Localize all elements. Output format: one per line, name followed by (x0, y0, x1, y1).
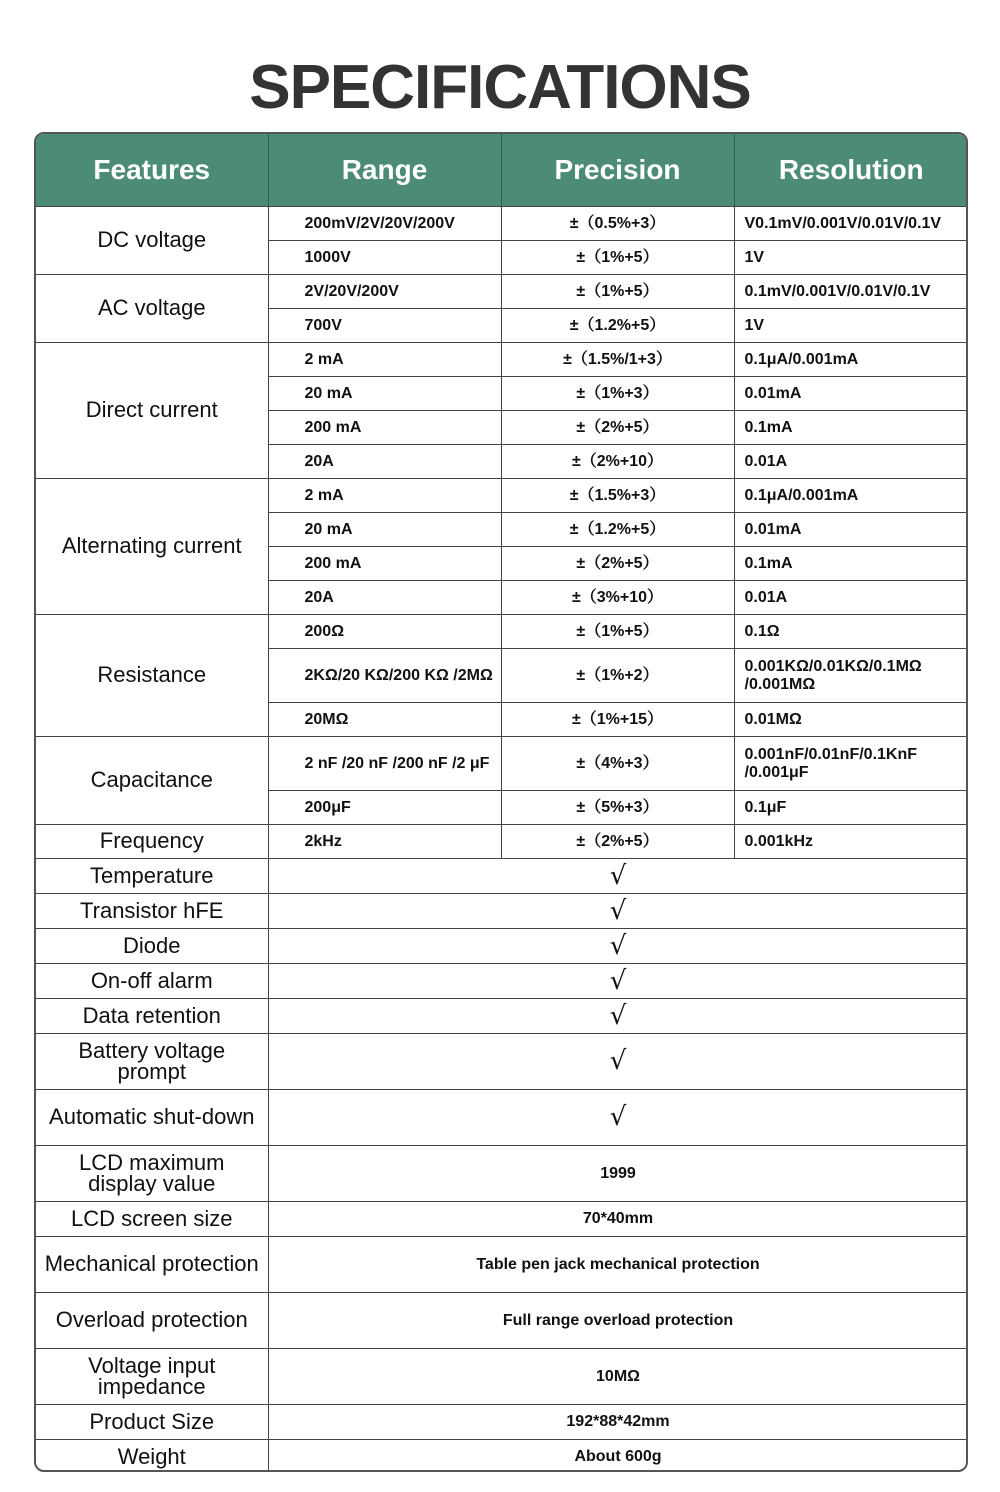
feature-cell: Weight (36, 1440, 268, 1473)
feature-cell: Data retention (36, 999, 268, 1034)
feature-cell: Temperature (36, 859, 268, 894)
range-cell: 200Ω (268, 615, 501, 649)
precision-cell: ±（2%+5） (501, 411, 734, 445)
precision-cell: ±（4%+3） (501, 737, 734, 791)
table-row (36, 1034, 968, 1090)
value-cell: Table pen jack mechanical protection (268, 1237, 968, 1293)
resolution-cell: 0.1μF (734, 791, 968, 825)
feature-cell: Product Size (36, 1405, 268, 1440)
range-cell: 20A (268, 445, 501, 479)
feature-cell: Direct current (36, 343, 268, 479)
table-row (36, 894, 968, 929)
table-row (36, 1090, 968, 1146)
feature-cell: Battery voltage prompt (36, 1034, 268, 1090)
spec-table-container (34, 132, 968, 1472)
precision-cell: ±（0.5%+3） (501, 207, 734, 241)
check-mark-cell: √ (268, 964, 968, 999)
feature-cell: On-off alarm (36, 964, 268, 999)
resolution-cell: 1V (734, 309, 968, 343)
value-cell: About 600g (268, 1440, 968, 1473)
resolution-cell: V0.1mV/0.001V/0.01V/0.1V (734, 207, 968, 241)
resolution-cell: 0.01A (734, 445, 968, 479)
range-cell: 200mV/2V/20V/200V (268, 207, 501, 241)
precision-cell: ±（1%+15） (501, 703, 734, 737)
table-row (36, 825, 968, 859)
resolution-cell: 0.1mA (734, 411, 968, 445)
resolution-cell: 0.001nF/0.01nF/0.1KnF /0.001μF (734, 737, 968, 791)
range-cell: 2 mA (268, 343, 501, 377)
table-row (36, 1293, 968, 1349)
feature-cell: LCD screen size (36, 1202, 268, 1237)
check-mark-cell: √ (268, 894, 968, 929)
resolution-cell: 0.01MΩ (734, 703, 968, 737)
table-row (36, 859, 968, 894)
precision-cell: ±（5%+3） (501, 791, 734, 825)
precision-cell: ±（1.2%+5） (501, 309, 734, 343)
precision-cell: ±（1%+5） (501, 615, 734, 649)
header-row (36, 134, 968, 207)
range-cell: 700V (268, 309, 501, 343)
spec-table (36, 134, 968, 1472)
resolution-cell: 0.1μA/0.001mA (734, 343, 968, 377)
precision-cell: ±（3%+10） (501, 581, 734, 615)
precision-cell: ±（1%+3） (501, 377, 734, 411)
table-row (36, 1237, 968, 1293)
resolution-cell: 0.001KΩ/0.01KΩ/0.1MΩ /0.001MΩ (734, 649, 968, 703)
range-cell: 200μF (268, 791, 501, 825)
value-cell: Full range overload protection (268, 1293, 968, 1349)
feature-cell: LCD maximum display value (36, 1146, 268, 1202)
table-row (36, 479, 968, 513)
feature-cell: Mechanical protection (36, 1237, 268, 1293)
value-cell: 10MΩ (268, 1349, 968, 1405)
feature-cell: DC voltage (36, 207, 268, 275)
precision-cell: ±（1.5%/1+3） (501, 343, 734, 377)
header-resolution: Resolution (734, 134, 968, 207)
page-title: SPECIFICATIONS (249, 53, 751, 122)
check-mark-cell: √ (268, 999, 968, 1034)
table-row (36, 999, 968, 1034)
table-row (36, 207, 968, 241)
feature-cell: Capacitance (36, 737, 268, 825)
check-mark-cell: √ (268, 1034, 968, 1090)
range-cell: 20 mA (268, 377, 501, 411)
resolution-cell: 0.1Ω (734, 615, 968, 649)
feature-cell: Automatic shut-down (36, 1090, 268, 1146)
range-cell: 2kHz (268, 825, 501, 859)
precision-cell: ±（1.2%+5） (501, 513, 734, 547)
table-row (36, 1405, 968, 1440)
resolution-cell: 0.1μA/0.001mA (734, 479, 968, 513)
value-cell: 1999 (268, 1146, 968, 1202)
resolution-cell: 0.01A (734, 581, 968, 615)
resolution-cell: 0.01mA (734, 377, 968, 411)
table-row (36, 275, 968, 309)
check-mark-cell: √ (268, 859, 968, 894)
precision-cell: ±（2%+10） (501, 445, 734, 479)
precision-cell: ±（1%+5） (501, 275, 734, 309)
header-precision: Precision (501, 134, 734, 207)
feature-cell: Frequency (36, 825, 268, 859)
range-cell: 20 mA (268, 513, 501, 547)
header-features: Features (36, 134, 268, 207)
table-row (36, 929, 968, 964)
feature-cell: AC voltage (36, 275, 268, 343)
check-mark-cell: √ (268, 1090, 968, 1146)
range-cell: 2KΩ/20 KΩ/200 KΩ /2MΩ (268, 649, 501, 703)
feature-cell: Voltage input impedance (36, 1349, 268, 1405)
table-row (36, 1146, 968, 1202)
precision-cell: ±（1%+2） (501, 649, 734, 703)
resolution-cell: 0.01mA (734, 513, 968, 547)
header-range: Range (268, 134, 501, 207)
range-cell: 2 nF /20 nF /200 nF /2 μF (268, 737, 501, 791)
check-mark-cell: √ (268, 929, 968, 964)
feature-cell: Alternating current (36, 479, 268, 615)
range-cell: 20MΩ (268, 703, 501, 737)
feature-cell: Diode (36, 929, 268, 964)
feature-cell: Resistance (36, 615, 268, 737)
precision-cell: ±（2%+5） (501, 825, 734, 859)
precision-cell: ±（2%+5） (501, 547, 734, 581)
resolution-cell: 0.1mA (734, 547, 968, 581)
precision-cell: ±（1.5%+3） (501, 479, 734, 513)
table-row (36, 1202, 968, 1237)
feature-cell: Transistor hFE (36, 894, 268, 929)
table-row (36, 737, 968, 791)
feature-cell: Overload protection (36, 1293, 268, 1349)
resolution-cell: 0.1mV/0.001V/0.01V/0.1V (734, 275, 968, 309)
range-cell: 2 mA (268, 479, 501, 513)
range-cell: 20A (268, 581, 501, 615)
value-cell: 192*88*42mm (268, 1405, 968, 1440)
table-row (36, 964, 968, 999)
spec-body (36, 207, 968, 1473)
table-row (36, 615, 968, 649)
table-row (36, 343, 968, 377)
table-row (36, 1440, 968, 1473)
precision-cell: ±（1%+5） (501, 241, 734, 275)
range-cell: 1000V (268, 241, 501, 275)
resolution-cell: 0.001kHz (734, 825, 968, 859)
resolution-cell: 1V (734, 241, 968, 275)
value-cell: 70*40mm (268, 1202, 968, 1237)
range-cell: 2V/20V/200V (268, 275, 501, 309)
range-cell: 200 mA (268, 411, 501, 445)
table-row (36, 1349, 968, 1405)
range-cell: 200 mA (268, 547, 501, 581)
